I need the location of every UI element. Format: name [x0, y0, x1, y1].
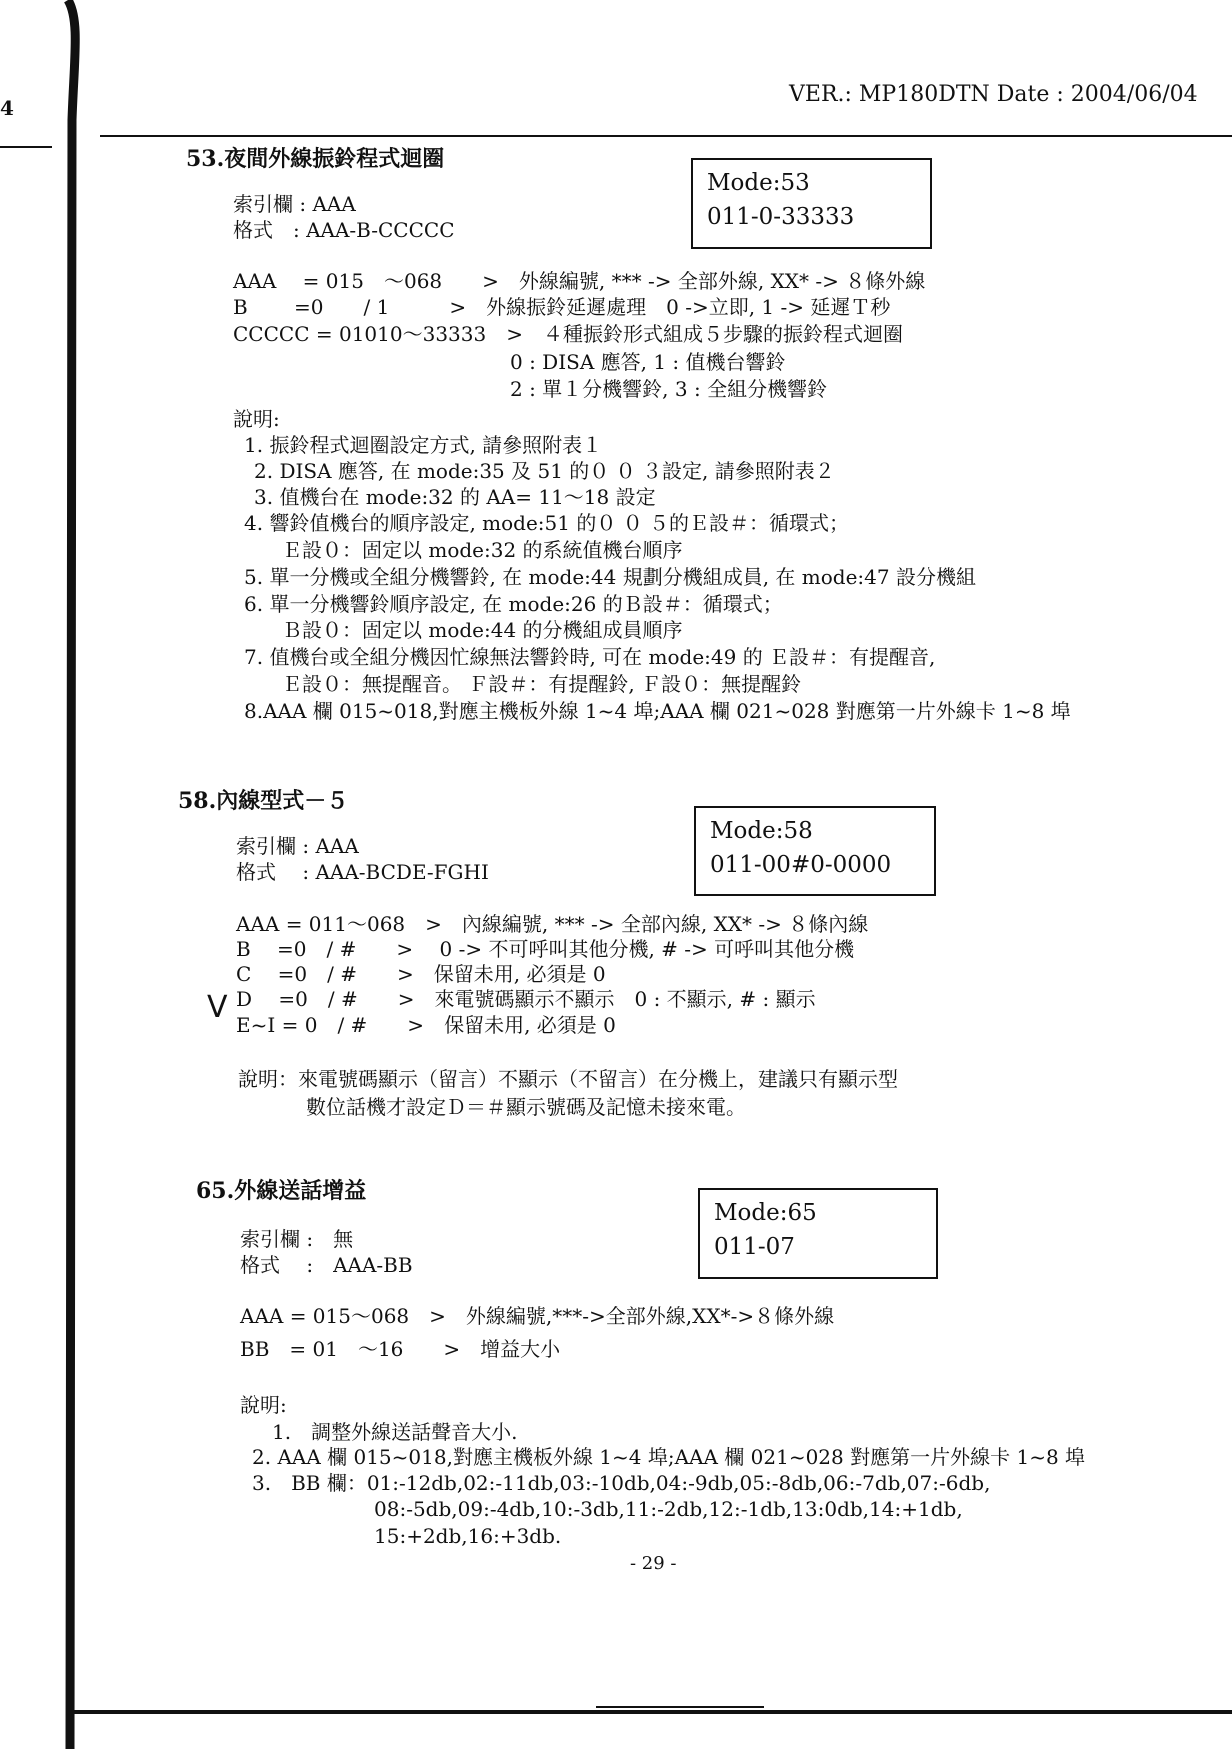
mode-label: Mode:58 — [710, 818, 813, 844]
section-65-mode-box — [698, 1188, 938, 1279]
section-53-note: 2. DISA 應答, 在 mode:35 及 51 的０ ０ ３設定, 請參照附表２ — [254, 459, 835, 483]
check-mark: V — [207, 990, 228, 1025]
section-53-note-label: 說明: — [233, 407, 280, 431]
mode-label: Mode:65 — [714, 1200, 817, 1226]
section-58-param: D =0 / # > 來電號碼顯示不顯示 0 : 不顯示, # : 顯示 — [236, 987, 816, 1011]
binder-edge — [58, 0, 84, 1749]
section-53-format: 格式 : AAA-B-CCCCC — [233, 218, 455, 242]
mode-label: Mode:53 — [707, 170, 810, 196]
section-58-note: 數位話機才設定Ｄ＝＃顯示號碼及記憶未接來電。 — [306, 1095, 746, 1119]
section-53-note: 6. 單一分機響鈴順序設定, 在 mode:26 的Ｂ設＃：循環式； — [244, 592, 783, 616]
header-rule — [100, 135, 1232, 137]
section-65-note: 08:-5db,09:-4db,10:-3db,11:-2db,12:-1db,13:0db,14:+1db, — [374, 1497, 963, 1521]
section-65-param: AAA = 015～068 > 外線編號,***->全部外線,XX*->８條外線 — [240, 1304, 835, 1328]
section-58-param: B =0 / # > 0 -> 不可呼叫其他分機, # -> 可呼叫其他分機 — [236, 937, 855, 961]
binder-edge-line — [58, 0, 98, 1749]
section-53-note: Ｅ設０：固定以 mode:32 的系統值機台順序 — [282, 538, 683, 562]
section-65-note: 2. AAA 欄 015~018,對應主機板外線 1~4 埠;AAA 欄 021~028 對應第一片外線卡 1~8 埠 — [252, 1445, 1086, 1469]
mode-default-value: 011-0-33333 — [707, 204, 855, 230]
section-58-note: 說明：來電號碼顯示（留言）不顯示（不留言）在分機上，建議只有顯示型 — [238, 1067, 898, 1091]
section-53-note: 3. 值機台在 mode:32 的 AA= 11～18 設定 — [254, 485, 656, 509]
section-53-title: 53.夜間外線振鈴程式迴圈 — [186, 146, 445, 172]
section-58-mode-box — [694, 806, 936, 896]
section-58-param: AAA = 011～068 > 內線編號, *** -> 全部內線, XX* -> ８條內線 — [236, 912, 869, 936]
section-53-note: 4. 響鈴值機台的順序設定, mode:51 的０ ０ ５的Ｅ設＃：循環式； — [244, 511, 850, 535]
section-53-note: Ｅ設０：無提醒音。 Ｆ設＃：有提醒鈴, Ｆ設０：無提醒鈴 — [282, 672, 802, 696]
mode-default-value: 011-07 — [714, 1234, 795, 1260]
document-version-header: VER.: MP180DTN Date : 2004/06/04 — [789, 82, 1198, 107]
section-65-title: 65.外線送話增益 — [196, 1178, 367, 1204]
section-53-index: 索引欄 : AAA — [233, 192, 356, 216]
section-58-param: C =0 / # > 保留未用, 必須是 0 — [236, 962, 606, 986]
section-65-note: 1. 調整外線送話聲音大小. — [272, 1420, 518, 1444]
section-53-param: AAA = 015 ～068 > 外線編號, *** -> 全部外線, XX* -> ８條外線 — [233, 269, 926, 293]
section-65-format: 格式 : AAA-BB — [240, 1253, 413, 1277]
section-53-param: CCCCC = 01010～33333 > ４種振鈴形式組成５步驟的振鈴程式迴圈 — [233, 322, 903, 346]
mode-default-value: 011-00#0-0000 — [710, 852, 892, 878]
bottom-scan-dash — [596, 1706, 764, 1708]
section-53-mode-box — [691, 158, 932, 249]
section-65-note-label: 說明: — [240, 1393, 287, 1417]
section-53-param: 0 : DISA 應答, 1 : 值機台響鈴 — [510, 350, 786, 374]
section-65-note: 3. BB 欄：01:-12db,02:-11db,03:-10db,04:-9db,05:-8db,06:-7db,07:-6db, — [252, 1471, 991, 1495]
section-53-param: B =0 / 1 > 外線振鈴延遲處理 0 ->立即, 1 -> 延遲Ｔ秒 — [233, 295, 891, 319]
section-53-note: 8.AAA 欄 015~018,對應主機板外線 1~4 埠;AAA 欄 021~028 對應第一片外線卡 1~8 埠 — [244, 699, 1071, 723]
section-53-note: 5. 單一分機或全組分機響鈴, 在 mode:44 規劃分機組成員, 在 mode:47 設分機組 — [244, 565, 976, 589]
section-58-index: 索引欄 : AAA — [236, 834, 359, 858]
margin-mark: 4 — [0, 96, 14, 120]
page-number: - 29 - — [630, 1553, 677, 1574]
margin-rule — [0, 146, 52, 148]
section-65-index: 索引欄 : 無 — [240, 1227, 354, 1251]
bottom-scan-line — [70, 1710, 1232, 1714]
section-53-param: 2 : 單１分機響鈴, 3 : 全組分機響鈴 — [510, 377, 828, 401]
section-65-note: 15:+2db,16:+3db. — [374, 1524, 562, 1548]
section-58-title: 58.內線型式－５ — [178, 788, 349, 814]
section-58-format: 格式 : AAA-BCDE-FGHI — [236, 860, 489, 884]
section-65-param: BB = 01 ～16 > 增益大小 — [240, 1337, 561, 1361]
section-53-note: Ｂ設０：固定以 mode:44 的分機組成員順序 — [282, 618, 683, 642]
section-53-note: 7. 值機台或全組分機因忙線無法響鈴時, 可在 mode:49 的 Ｅ設＃：有提醒音, — [244, 645, 936, 669]
section-53-note: 1. 振鈴程式迴圈設定方式, 請參照附表１ — [244, 433, 603, 457]
section-58-param: E~I = 0 / # > 保留未用, 必須是 0 — [236, 1013, 616, 1037]
